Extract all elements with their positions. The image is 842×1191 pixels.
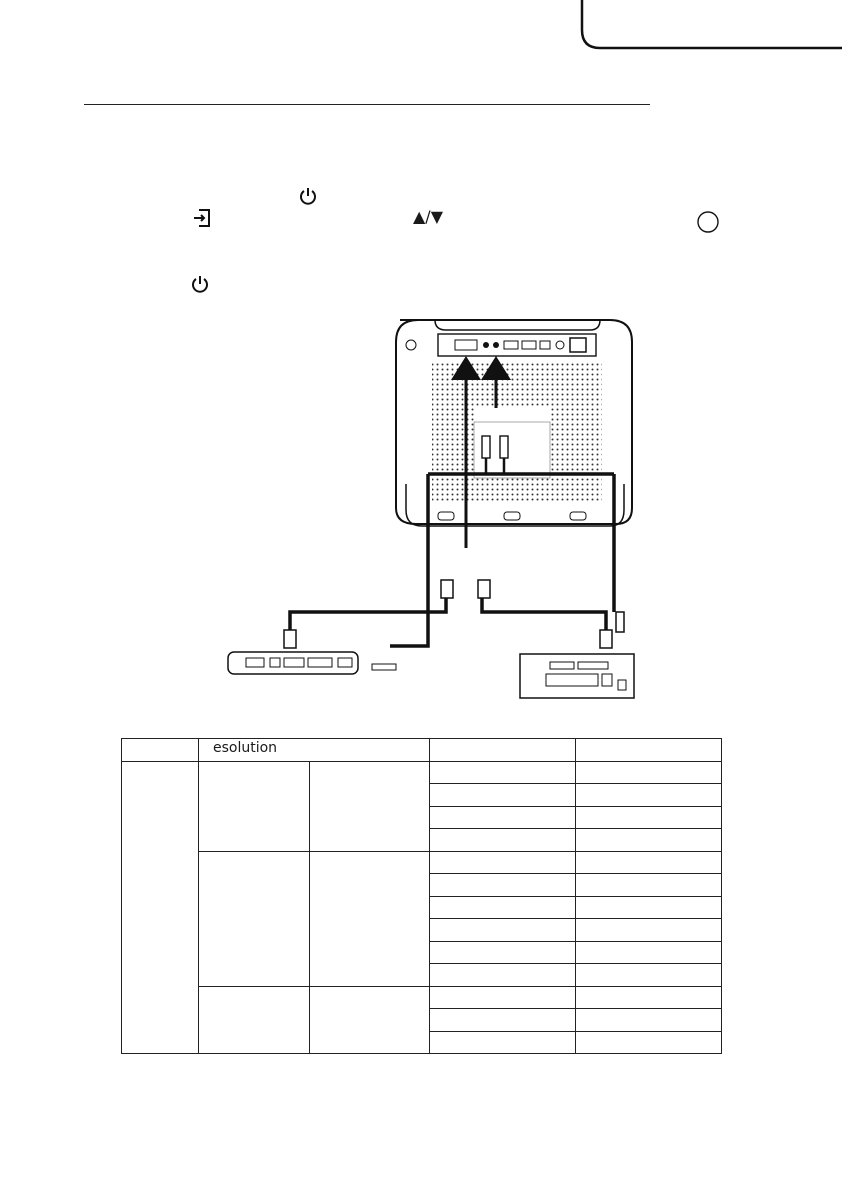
resolution-table	[121, 738, 722, 1054]
table-header-resolution: esolution	[199, 739, 430, 762]
connection-diagram	[220, 312, 640, 712]
section-heading-rule	[84, 104, 650, 105]
table-row	[122, 986, 722, 1009]
table-header-row	[122, 739, 722, 762]
laptop-illustration	[228, 652, 396, 674]
page-corner-mark	[0, 0, 842, 60]
projector-illustration	[396, 320, 632, 526]
table-row	[122, 851, 722, 874]
desktop-pc-illustration	[520, 654, 634, 698]
power-icon	[298, 186, 318, 206]
circle-icon	[696, 210, 720, 234]
up-down-arrows-icon: ▲/▼	[413, 207, 443, 226]
input-source-icon	[193, 208, 211, 228]
table-row	[122, 761, 722, 784]
power-icon	[190, 274, 210, 294]
